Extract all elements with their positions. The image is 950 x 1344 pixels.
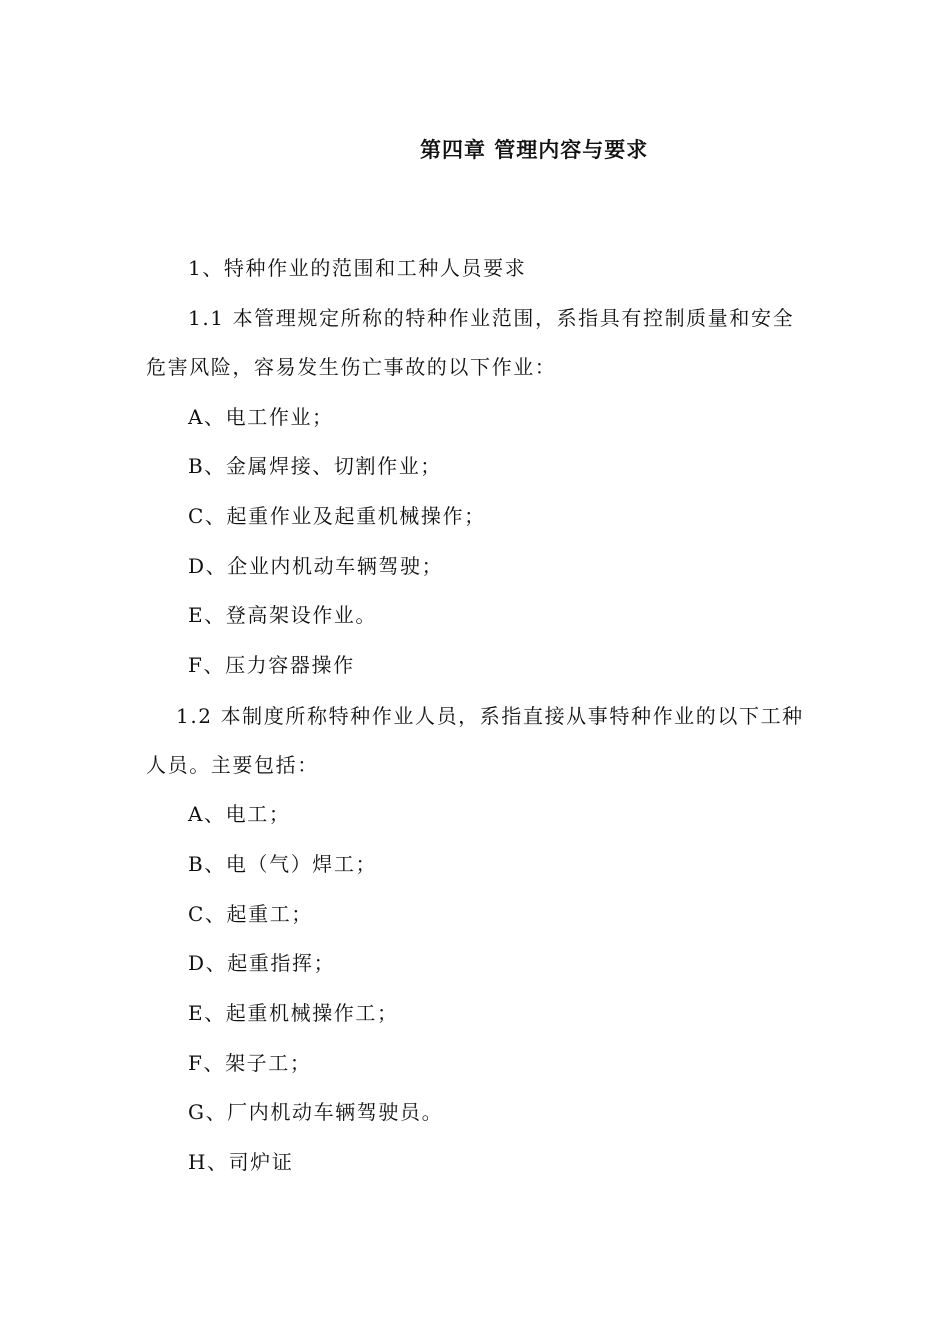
personnel-item: E、起重机械操作工；: [188, 1001, 399, 1025]
clause-1-1-line-1: 1.1 本管理规定所称的特种作业范围，系指具有控制质量和安全: [188, 306, 795, 330]
clause-1-2-line-1: 1.2 本制度所称特种作业人员，系指直接从事特种作业的以下工种: [176, 704, 804, 728]
work-scope-item: C、起重作业及起重机械操作；: [188, 504, 486, 528]
clause-1-1-line-2: 危害风险，容易发生伤亡事故的以下作业：: [146, 355, 557, 379]
personnel-item: C、起重工；: [188, 902, 313, 926]
personnel-item: A、电工；: [188, 802, 291, 826]
chapter-title: 第四章 管理内容与要求: [420, 137, 649, 162]
work-scope-item: E、登高架设作业。: [188, 603, 377, 627]
work-scope-item: A、电工作业；: [188, 405, 334, 429]
clause-1-2-line-2: 人员。主要包括：: [146, 753, 319, 777]
personnel-item: G、厂内机动车辆驾驶员。: [188, 1100, 444, 1124]
section-heading: 1、特种作业的范围和工种人员要求: [188, 256, 527, 280]
personnel-item: B、电（气）焊工；: [188, 852, 378, 876]
personnel-item: F、架子工；: [188, 1051, 312, 1075]
work-scope-item: D、企业内机动车辆驾驶；: [188, 554, 444, 578]
work-scope-item: F、压力容器操作: [188, 653, 355, 677]
personnel-item: H、司炉证: [188, 1150, 294, 1174]
work-scope-item: B、金属焊接、切割作业；: [188, 454, 442, 478]
personnel-item: D、起重指挥；: [188, 951, 336, 975]
